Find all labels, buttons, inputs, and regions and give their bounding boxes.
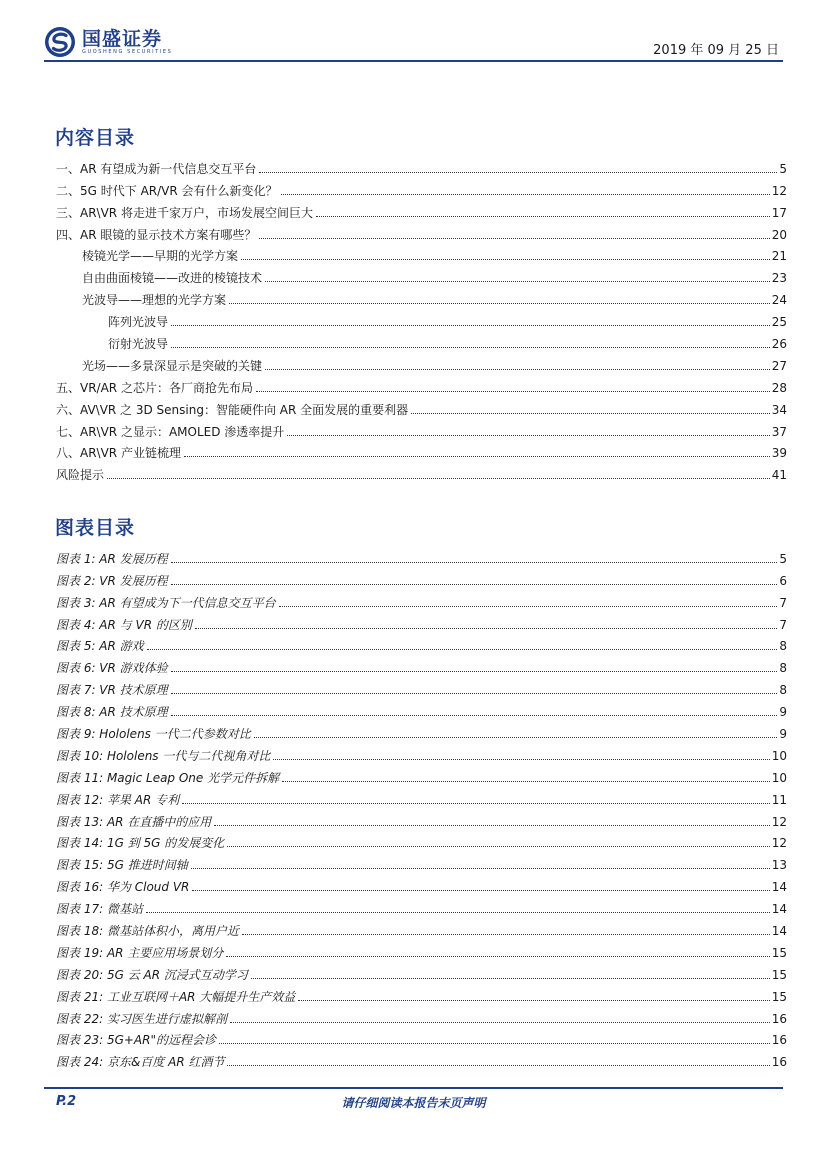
figure-entry-title: 图表 12: 苹果 AR 专利 <box>56 792 180 807</box>
dot-leader <box>214 825 769 826</box>
figure-entry[interactable] <box>56 763 787 785</box>
dot-leader <box>298 1000 769 1001</box>
figure-entry-page: 15 <box>771 967 787 982</box>
figure-entry-page: 9 <box>779 727 787 742</box>
toc-entry-title: 二、5G 时代下 AR/VR 会有什么新变化？ <box>56 183 278 198</box>
dot-leader <box>146 912 770 913</box>
figure-entry[interactable] <box>56 807 787 829</box>
figure-entry-title: 图表 19: AR 主要应用场景划分 <box>56 945 224 960</box>
toc-entry-page: 26 <box>771 337 787 352</box>
figure-entry-title: 图表 2: VR 发展历程 <box>56 573 168 588</box>
figure-entry-title: 图表 8: AR 技术原理 <box>56 705 168 720</box>
dot-leader <box>171 325 770 326</box>
dot-leader <box>147 649 778 650</box>
toc-entry[interactable] <box>56 373 787 395</box>
page-number: P.2 <box>56 1094 77 1109</box>
figure-entry-title: 图表 21: 工业互联网＋AR 大幅提升生产效益 <box>56 989 296 1004</box>
toc-entry-page: 23 <box>771 271 787 286</box>
footer-divider <box>44 1087 783 1089</box>
dot-leader <box>282 781 770 782</box>
toc-entry-page: 5 <box>779 161 787 176</box>
figure-entry-page: 7 <box>779 595 787 610</box>
toc-entry[interactable] <box>56 417 787 439</box>
toc-entry[interactable] <box>56 176 787 198</box>
toc-entry-title: 光波导——理想的光学方案 <box>82 293 227 308</box>
figure-entry-title: 图表 23: 5G+AR"的远程会诊 <box>56 1033 216 1048</box>
toc-entry[interactable] <box>56 285 787 307</box>
dot-leader <box>411 413 770 414</box>
toc-entry[interactable] <box>56 307 787 329</box>
toc-entry[interactable] <box>56 154 787 176</box>
figure-entry-page: 8 <box>779 661 787 676</box>
figure-entry-title: 图表 22: 实习医生进行虚拟解剖 <box>56 1011 227 1026</box>
dot-leader <box>242 934 770 935</box>
figure-entry-title: 图表 15: 5G 推进时间轴 <box>56 858 188 873</box>
figure-entry[interactable] <box>56 632 787 654</box>
toc-entry-title: 光场——多景深显示是突破的关键 <box>82 358 263 373</box>
dot-leader <box>259 238 769 239</box>
figure-entry-page: 16 <box>771 1011 787 1026</box>
figure-entry[interactable] <box>56 829 787 851</box>
figure-entry[interactable] <box>56 960 787 982</box>
figure-entry-title: 图表 20: 5G 云 AR 沉浸式互动学习 <box>56 967 248 982</box>
toc-entry[interactable] <box>56 263 787 285</box>
figure-entry-page: 6 <box>779 573 787 588</box>
toc-entry-title: 五、VR/AR 之芯片：各厂商抢先布局 <box>56 380 253 395</box>
toc-title: 内容目录 <box>55 127 136 149</box>
toc-entry[interactable] <box>56 198 787 220</box>
dot-leader <box>182 803 770 804</box>
dot-leader <box>241 259 770 260</box>
figure-entry[interactable] <box>56 588 787 610</box>
dot-leader <box>219 1043 770 1044</box>
dot-leader <box>265 281 770 282</box>
toc-entry[interactable] <box>56 329 787 351</box>
toc-entry[interactable] <box>56 220 787 242</box>
dot-leader <box>171 562 778 563</box>
figure-entry-title: 图表 18: 微基站体积小，离用户近 <box>56 924 239 939</box>
toc-entry[interactable] <box>56 351 787 373</box>
figure-entry-page: 9 <box>779 705 787 720</box>
figure-entry-page: 14 <box>771 924 787 939</box>
dot-leader <box>226 956 769 957</box>
dot-leader <box>171 671 778 672</box>
dot-leader <box>256 391 770 392</box>
figure-entry-page: 15 <box>771 989 787 1004</box>
figure-entry-title: 图表 7: VR 技术原理 <box>56 683 168 698</box>
figure-entry[interactable] <box>56 982 787 1004</box>
figure-entry-title: 图表 13: AR 在直播中的应用 <box>56 814 212 829</box>
figure-entry-page: 14 <box>771 902 787 917</box>
dot-leader <box>191 868 770 869</box>
dot-leader <box>227 846 769 847</box>
figure-entry[interactable] <box>56 675 787 697</box>
figure-entry-title: 图表 17: 微基站 <box>56 902 143 917</box>
figure-entry-title: 图表 6: VR 游戏体验 <box>56 661 168 676</box>
logo-name: 国盛证券 <box>82 27 163 50</box>
figure-entry-page: 7 <box>779 617 787 632</box>
toc-entry-page: 12 <box>771 183 787 198</box>
toc-entry-title: 七、AR\VR 之显示：AMOLED 渗透率提升 <box>56 424 285 439</box>
figure-entry-title: 图表 4: AR 与 VR 的区别 <box>56 617 192 632</box>
figure-entry-page: 8 <box>779 683 787 698</box>
figure-entry-page: 10 <box>771 770 787 785</box>
figure-entry[interactable] <box>56 610 787 632</box>
figure-entry[interactable] <box>56 544 787 566</box>
toc-entry-page: 28 <box>771 380 787 395</box>
toc-entry-page: 39 <box>771 446 787 461</box>
figure-list-title: 图表目录 <box>55 517 136 539</box>
figure-entry-page: 13 <box>771 858 787 873</box>
figure-entry-page: 5 <box>779 551 787 566</box>
logo-subname: GUOSHENG SECURITIES <box>82 48 173 55</box>
figure-list <box>56 544 787 1069</box>
figure-entry[interactable] <box>56 894 787 916</box>
dot-leader <box>230 1022 770 1023</box>
toc-entry-page: 25 <box>771 315 787 330</box>
report-date: 2019 年 09 月 25 日 <box>653 43 779 58</box>
figure-entry[interactable] <box>56 938 787 960</box>
dot-leader <box>171 715 778 716</box>
dot-leader <box>192 890 769 891</box>
figure-entry[interactable] <box>56 785 787 807</box>
toc-entry-page: 41 <box>771 468 787 483</box>
dot-leader <box>107 478 770 479</box>
figure-entry-title: 图表 3: AR 有望成为下一代信息交互平台 <box>56 595 276 610</box>
dot-leader <box>229 303 770 304</box>
figure-entry-title: 图表 1: AR 发展历程 <box>56 551 168 566</box>
dot-leader <box>281 194 770 195</box>
toc-entry-page: 17 <box>771 205 787 220</box>
dot-leader <box>273 759 769 760</box>
toc-entry-page: 34 <box>771 402 787 417</box>
figure-entry[interactable] <box>56 741 787 763</box>
toc-entry-title: 风险提示 <box>56 468 105 483</box>
figure-entry[interactable] <box>56 850 787 872</box>
dot-leader <box>227 1065 769 1066</box>
figure-entry[interactable] <box>56 719 787 741</box>
figure-entry-page: 12 <box>771 836 787 851</box>
figure-entry-title: 图表 10: Hololens 一代与二代视角对比 <box>56 748 271 763</box>
toc-entry-title: 自由曲面棱镜——改进的棱镜技术 <box>82 271 263 286</box>
figure-entry-page: 10 <box>771 748 787 763</box>
toc-entry-title: 阵列光波导 <box>108 315 169 330</box>
dot-leader <box>251 978 770 979</box>
toc-entry-title: 衍射光波导 <box>108 337 169 352</box>
toc-entry-title: 三、AR\VR 将走进千家万户，市场发展空间巨大 <box>56 205 313 220</box>
toc-entry-page: 21 <box>771 249 787 264</box>
header-divider <box>44 60 783 62</box>
toc-entry[interactable] <box>56 439 787 461</box>
toc-entry-title: 八、AR\VR 产业链梳理 <box>56 446 181 461</box>
dot-leader <box>171 584 778 585</box>
figure-entry[interactable] <box>56 566 787 588</box>
dot-leader <box>184 456 770 457</box>
dot-leader <box>259 172 777 173</box>
dot-leader <box>287 435 769 436</box>
toc-entry-page: 24 <box>771 293 787 308</box>
toc-entry-title: 四、AR 眼镜的显示技术方案有哪些？ <box>56 227 257 242</box>
toc-entry-page: 37 <box>771 424 787 439</box>
figure-entry[interactable] <box>56 1004 787 1026</box>
toc-entry-title: 棱镜光学——早期的光学方案 <box>82 249 239 264</box>
figure-entry-page: 14 <box>771 880 787 895</box>
figure-entry-title: 图表 24: 京东&百度 AR 红酒节 <box>56 1055 225 1070</box>
toc-entry-title: 六、AV\VR 之 3D Sensing：智能硬件向 AR 全面发展的重要利器 <box>56 402 409 417</box>
toc-entry-page: 27 <box>771 358 787 373</box>
dot-leader <box>265 369 770 370</box>
toc-list <box>56 154 787 482</box>
logo-icon <box>44 26 76 58</box>
dot-leader <box>195 628 778 629</box>
disclaimer-note: 请仔细阅读本报告末页声明 <box>341 1096 486 1110</box>
figure-entry[interactable] <box>56 697 787 719</box>
figure-entry-title: 图表 11: Magic Leap One 光学元件拆解 <box>56 770 280 785</box>
figure-entry[interactable] <box>56 916 787 938</box>
dot-leader <box>279 606 778 607</box>
dot-leader <box>171 347 770 348</box>
figure-entry-page: 11 <box>771 792 787 807</box>
figure-entry-page: 8 <box>779 639 787 654</box>
company-logo <box>44 26 172 58</box>
figure-entry-page: 12 <box>771 814 787 829</box>
dot-leader <box>316 216 770 217</box>
toc-entry[interactable] <box>56 242 787 264</box>
dot-leader <box>171 693 778 694</box>
figure-entry[interactable] <box>56 1026 787 1048</box>
toc-entry[interactable] <box>56 460 787 482</box>
figure-entry-title: 图表 16: 华为 Cloud VR <box>56 880 190 895</box>
toc-entry-title: 一、AR 有望成为新一代信息交互平台 <box>56 161 257 176</box>
page-header <box>0 0 827 64</box>
toc-entry[interactable] <box>56 395 787 417</box>
figure-entry[interactable] <box>56 872 787 894</box>
figure-entry-page: 16 <box>771 1055 787 1070</box>
figure-entry-title: 图表 5: AR 游戏 <box>56 639 144 654</box>
dot-leader <box>254 737 778 738</box>
figure-entry[interactable] <box>56 1047 787 1069</box>
figure-entry[interactable] <box>56 653 787 675</box>
figure-entry-title: 图表 14: 1G 到 5G 的发展变化 <box>56 836 225 851</box>
toc-entry-page: 20 <box>771 227 787 242</box>
figure-entry-page: 15 <box>771 945 787 960</box>
figure-entry-title: 图表 9: Hololens 一代二代参数对比 <box>56 727 251 742</box>
figure-entry-page: 16 <box>771 1033 787 1048</box>
